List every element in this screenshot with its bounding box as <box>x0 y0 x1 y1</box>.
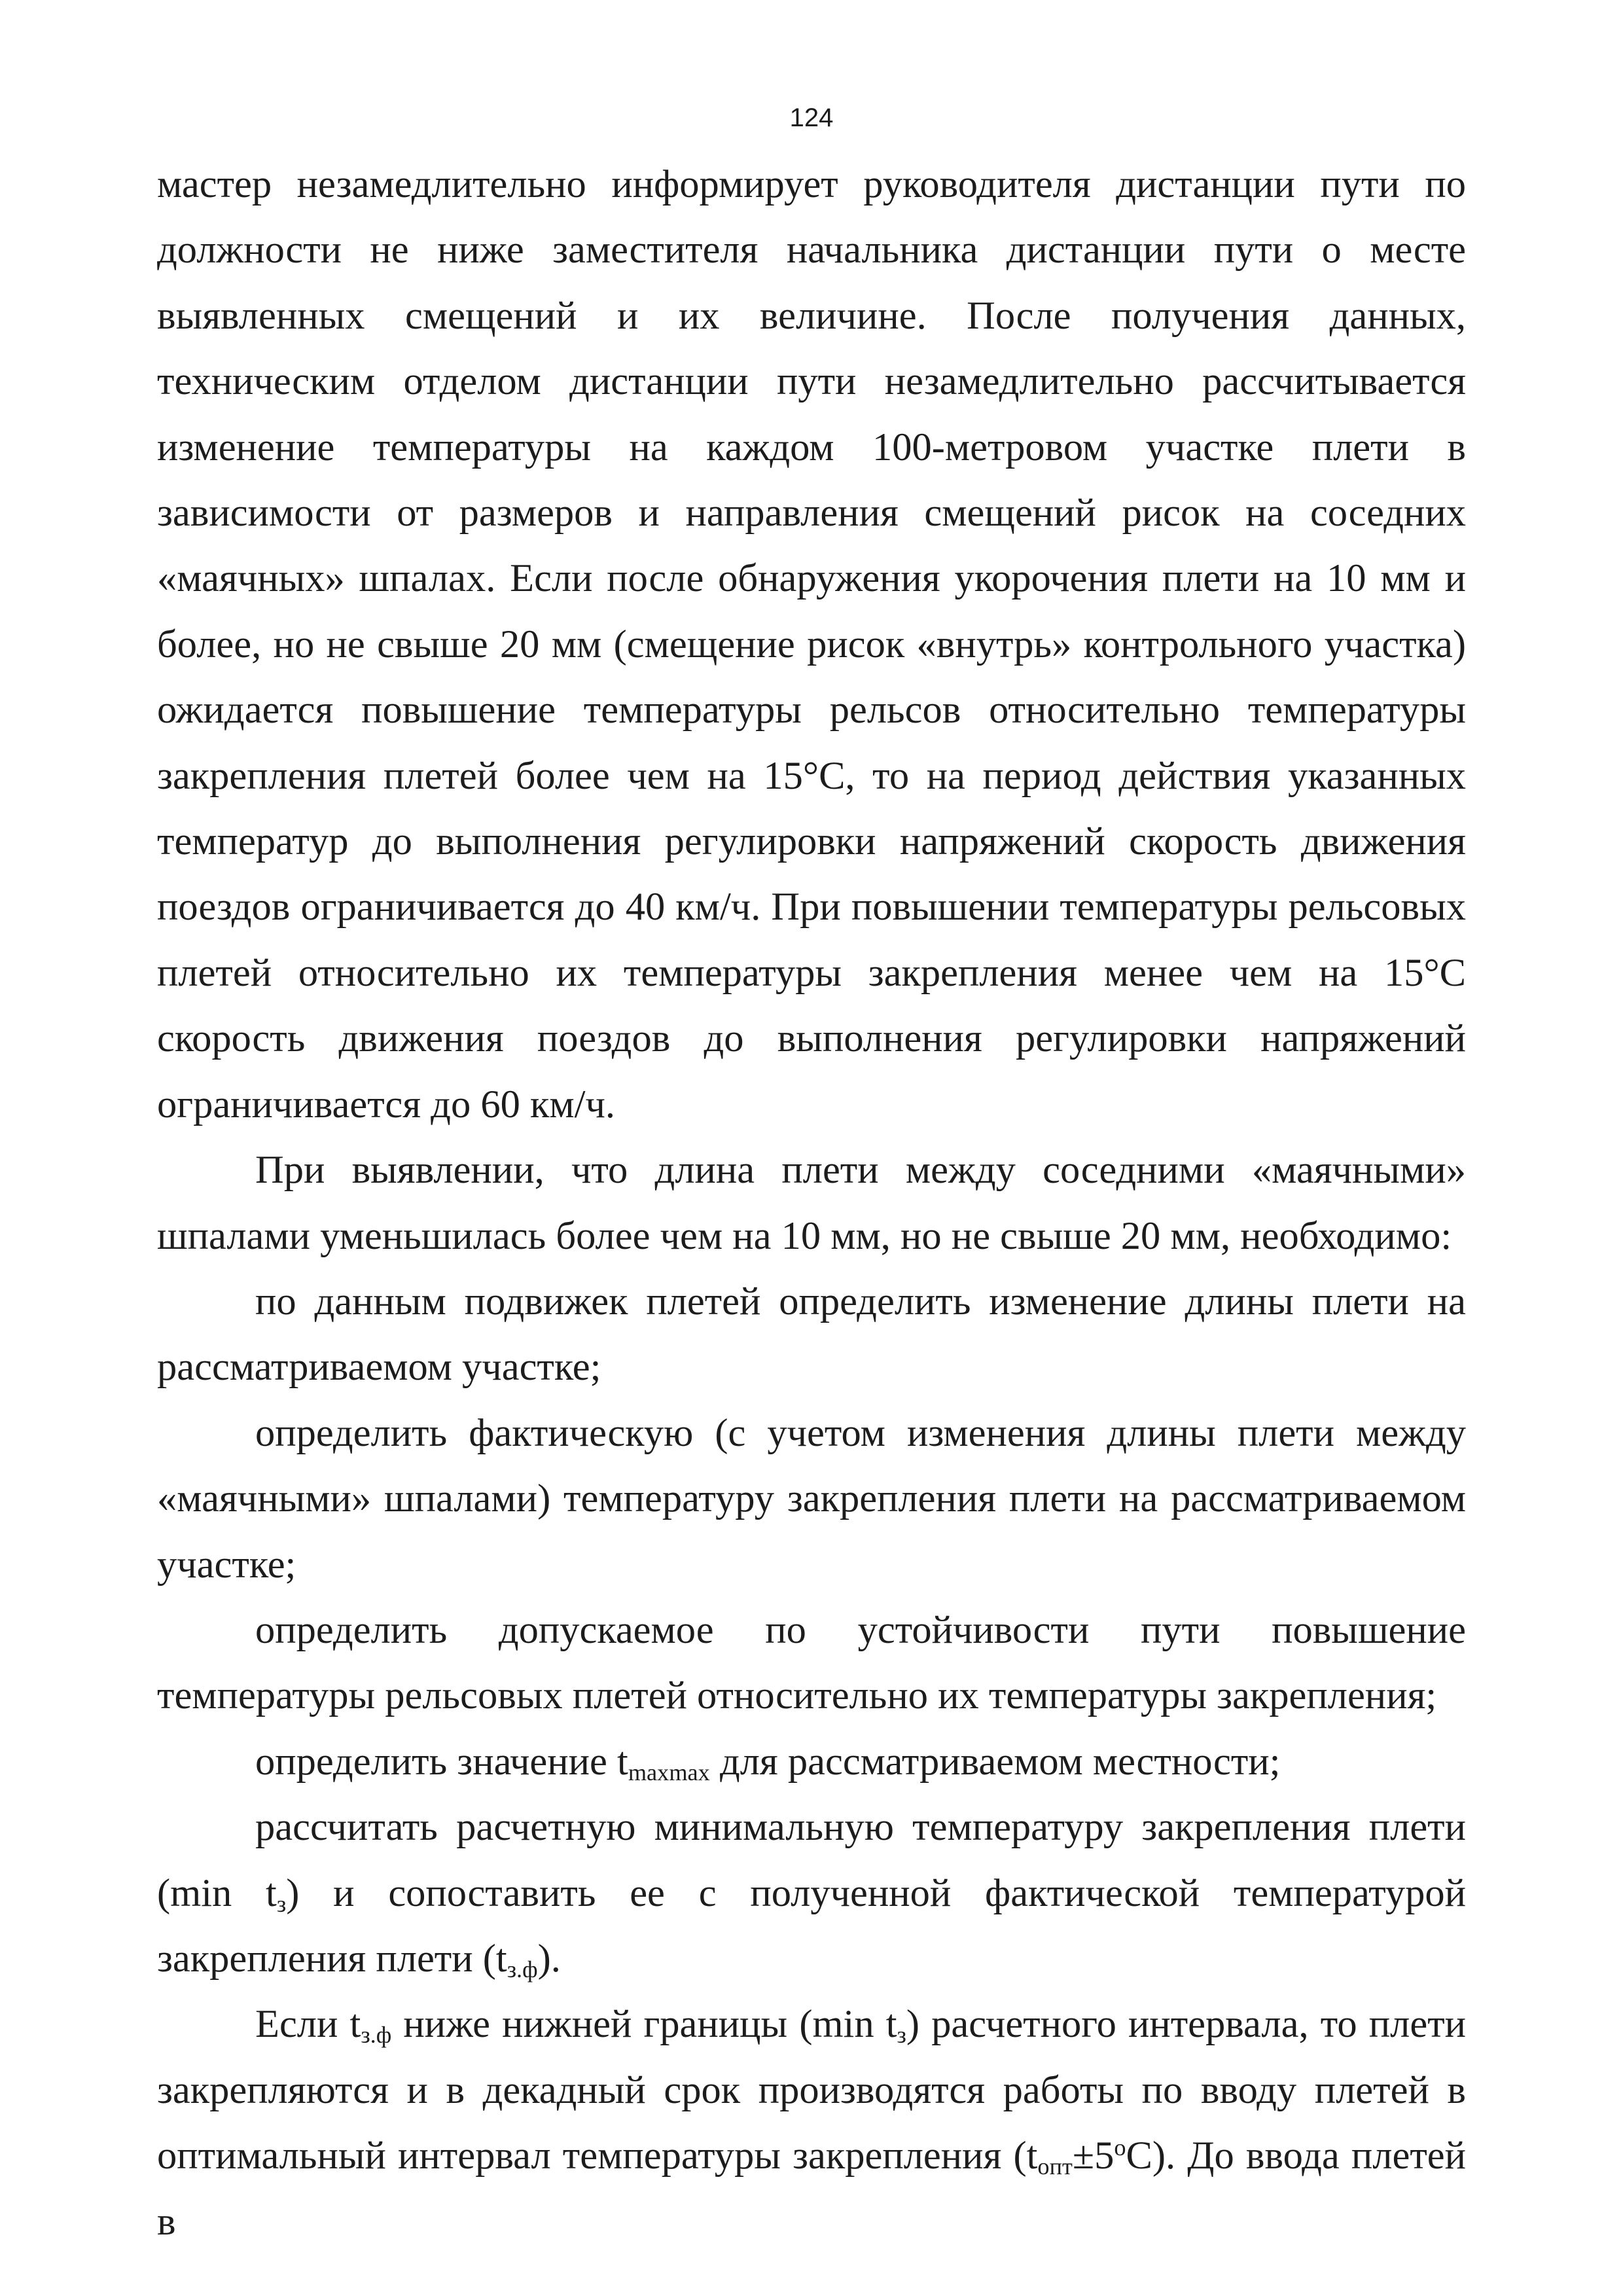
text-fragment: ±5 <box>1072 2134 1115 2178</box>
subscript: з <box>276 1890 287 1917</box>
text-fragment: рассчитать расчетную минимальную температуру закрепления плети (min t <box>157 1805 1466 1915</box>
subscript: з.ф <box>507 1956 538 1983</box>
list-item-5 <box>157 1795 1466 1992</box>
paragraph-1: мастер незамедлительно информирует руководителя дистанции пути по должности не ниже заместителя начальника дистанции пути о месте выявленных смещений и их величине. После получения данных, техническим отделом дистанции пути незамедлительно рассчитывается изменение температуры на каждом 100-метровом участке плети в зависимости от размеров и направления смещений рисок на соседних «маячных» шпалах. Если после обнаружения укорочения плети на 10 мм и более, но не свыше 20 мм (смещение рисок «внутрь» контрольного участка) ожидается повышение температуры рельсов относительно температуры закрепления плетей более чем на 15°С, то на период действия указанных температур до выполнения регулировки напряжений скорость движения поездов ограничивается до 40 км/ч. При повышении температуры рельсовых плетей относительно их температуры закрепления менее чем на 15°С скорость движения поездов до выполнения регулировки напряжений ограничивается до 60 км/ч. <box>157 162 1466 1126</box>
text-fragment: ) расчетного интервала, то плети закрепляются и в декадный срок производятся работы по вводу плетей в оптимальный интервал температуры закрепления (t <box>157 2002 1467 2178</box>
paragraph-2: При выявлении, что длина плети между соседними «маячными» шпалами уменьшилась более чем на 10 мм, но не свыше 20 мм, необходимо: <box>157 1148 1466 1258</box>
text-fragment: для рассматриваемом местности; <box>709 1739 1281 1784</box>
list-item-2: определить фактическую (с учетом изменения длины плети между «маячными» шпалами) температуру закрепления плети на рассматриваемом участке; <box>157 1410 1466 1587</box>
paragraph-3 <box>157 1992 1466 2255</box>
text-fragment: ) и сопоставить ее с полученной фактической температурой закрепления плети (t <box>157 1871 1467 1981</box>
text-fragment: ). <box>537 1936 561 1981</box>
list-item-1: по данным подвижек плетей определить изменение длины плети на рассматриваемом участке; <box>157 1279 1466 1390</box>
page-number: 124 <box>789 103 834 132</box>
text-fragment: Если t <box>255 2002 361 2047</box>
body-text <box>157 152 1466 2255</box>
text-fragment: определить значение t <box>255 1739 628 1784</box>
text-fragment: ниже нижней границы (min t <box>391 2002 897 2047</box>
list-item-3: определить допускаемое по устойчивости пути повышение температуры рельсовых плетей относительно их температуры закрепления; <box>157 1607 1466 1718</box>
subscript: з <box>897 2022 906 2049</box>
text-fragment: С). До ввода плетей в <box>157 2134 1466 2244</box>
subscript: з.ф <box>361 2022 392 2049</box>
subscript: опт <box>1037 2153 1073 2180</box>
subscript: maxmax <box>628 1759 710 1785</box>
list-item-4 <box>157 1729 1466 1795</box>
superscript: о <box>1114 2134 1126 2161</box>
